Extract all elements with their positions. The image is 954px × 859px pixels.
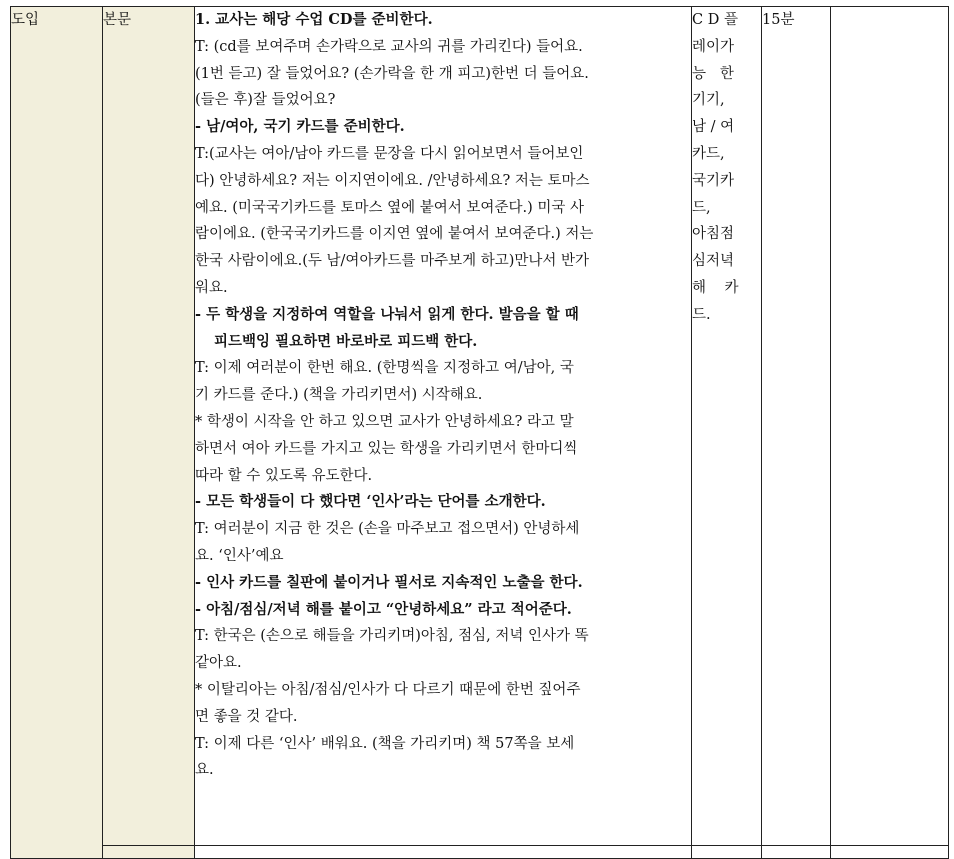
time-cell: [762, 7, 831, 846]
content-line: 같아요.: [195, 655, 242, 672]
section-label: 본문: [103, 12, 132, 28]
materials-line: 해 카: [692, 279, 739, 296]
content-line: T: (cd를 보여주며 손가락으로 교사의 귀를 가리킨다) 들어요.: [195, 38, 583, 55]
materials-line: 심저녁: [692, 253, 735, 270]
content-line: - 남/여아, 국기 카드를 준비한다.: [195, 118, 405, 136]
section-cell: [103, 7, 195, 846]
materials-list: [692, 7, 761, 329]
content-line: T: 이제 여러분이 한번 해요. (한명씩을 지정하고 여/남아, 국: [195, 360, 574, 377]
content-line: 람이에요. (한국국기카드를 이지연 옆에 붙여서 보여준다.) 저는: [195, 226, 594, 243]
materials-line: 드,: [692, 199, 711, 216]
content-line: 요. ‘인사’예요: [195, 547, 284, 564]
stage-cell: [11, 7, 103, 859]
notes-cell: [831, 7, 949, 846]
content-line: 면 좋을 것 같다.: [195, 708, 298, 725]
materials-line: 능 한: [692, 65, 734, 82]
content-line: 피드백잉 필요하면 바로바로 피드백 한다.: [214, 332, 478, 350]
content-line: (1번 듣고) 잘 들었어요? (손가락을 한 개 피고)한번 더 들어요.: [195, 65, 589, 82]
content-line: 예요. (미국국기카드를 토마스 옆에 붙여서 보여준다.) 미국 사: [195, 199, 584, 216]
content-line: 기 카드를 준다.) (책을 가리키면서) 시작해요.: [195, 387, 483, 404]
content-line: T: 여러분이 지금 한 것은 (손을 마주보고 접으면서) 안녕하세: [195, 521, 580, 538]
content-line: - 인사 카드를 칠판에 붙이거나 필서로 지속적인 노출을 한다.: [195, 573, 583, 591]
materials-line: 카드,: [692, 145, 725, 162]
lesson-plan-table: [10, 6, 949, 859]
materials-line: 남 / 여: [692, 119, 735, 136]
content-line: 1. 교사는 해당 수업 CD를 준비한다.: [195, 11, 433, 28]
content-line: 다) 안녕하세요? 저는 이지연이에요. /안녕하세요? 저는 토마스: [195, 172, 590, 189]
materials-cell: [692, 7, 762, 846]
materials-line: 레이가: [692, 38, 735, 55]
stage-label: 도입: [11, 12, 40, 28]
content-line: - 모든 학생들이 다 했다면 ‘인사’라는 단어를 소개한다.: [195, 493, 546, 511]
content-line: T:(교사는 여아/남아 카드를 문장을 다시 읽어보면서 들어보인: [195, 145, 584, 162]
content-line: 워요.: [195, 279, 228, 296]
content-line: * 이탈리아는 아침/점심/인사가 다 다르기 때문에 한번 짚어주: [195, 681, 581, 698]
content-line: * 학생이 시작을 안 하고 있으면 교사가 안녕하세요? 라고 말: [195, 413, 574, 430]
content-line: T: 이제 다른 ‘인사’ 배워요. (책을 가리키며) 책 57쪽을 보세: [195, 735, 575, 752]
content-line: 하면서 여아 카드를 가지고 있는 학생을 가리키면서 한마디씩: [195, 440, 578, 457]
content-lines: [195, 7, 691, 784]
content-line: - 두 학생을 지정하여 역할을 나눠서 읽게 한다. 발음을 할 때: [195, 305, 579, 323]
materials-line: C D 플: [692, 12, 738, 28]
content-line: (들은 후)잘 들었어요?: [195, 92, 336, 109]
content-line: - 아침/점심/저녁 해를 붙이고 “안녕하세요” 라고 적어준다.: [195, 600, 572, 618]
time-label: 15분: [762, 12, 795, 28]
content-cell: [195, 7, 692, 846]
materials-line: 국기카: [692, 172, 735, 189]
materials-line: 기기,: [692, 92, 725, 109]
content-line: T: 한국은 (손으로 해들을 가리키며)아침, 점심, 저녁 인사가 똑: [195, 628, 589, 645]
content-line: 요.: [195, 762, 214, 779]
materials-line: 아침점: [692, 226, 735, 243]
lesson-row: [11, 7, 949, 846]
content-line: 따라 할 수 있도록 유도한다.: [195, 467, 373, 484]
content-line: 한국 사람이에요.(두 남/여아카드를 마주보게 하고)만나서 반가: [195, 253, 590, 270]
materials-line: 드.: [692, 306, 711, 323]
